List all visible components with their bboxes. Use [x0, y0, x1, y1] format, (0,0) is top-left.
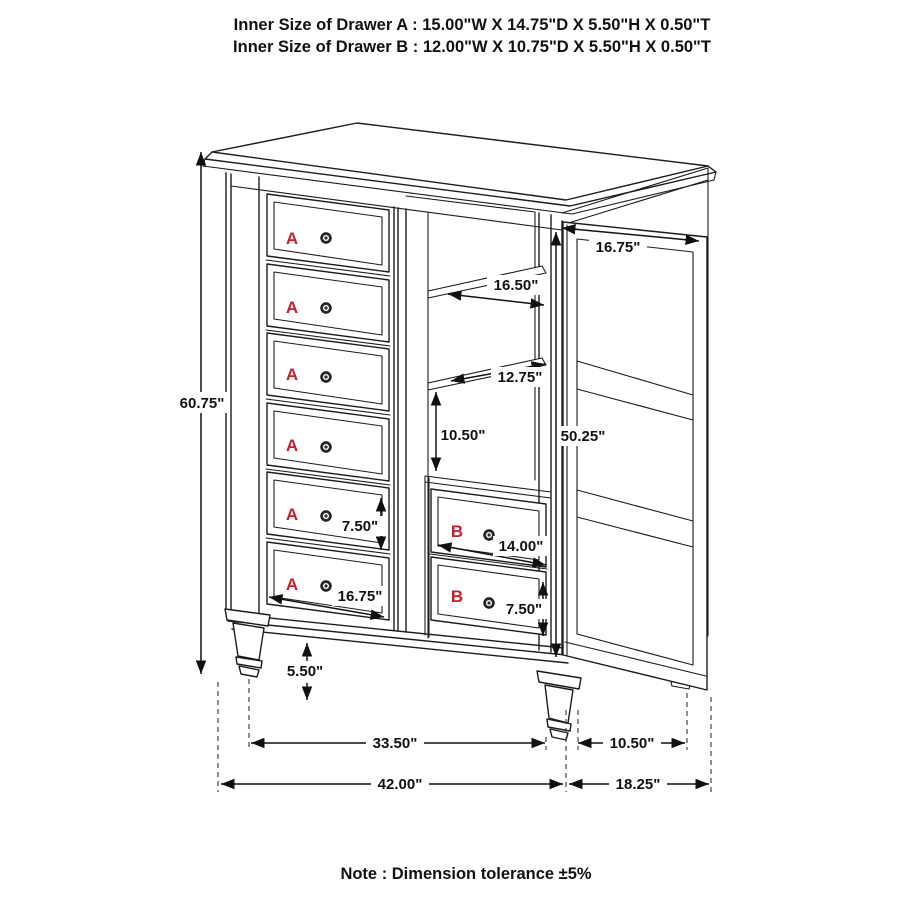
dim-shelf-upper-arrow	[448, 294, 544, 305]
drawer-b-label: B	[450, 587, 464, 606]
cabinet-top	[212, 123, 708, 200]
dim-door-height-label: 50.25"	[560, 428, 606, 445]
drawer-a-label: A	[285, 365, 299, 384]
drawer-knob	[484, 530, 494, 540]
drawer-column-a	[266, 194, 390, 620]
drawer-a-label: A	[285, 505, 299, 524]
drawer-knob	[321, 581, 331, 591]
dim-overall-height-label: 60.75"	[179, 395, 225, 412]
drawer-knob	[321, 233, 331, 243]
dim-door-width-label: 16.75"	[595, 239, 641, 256]
drawer-a-label: A	[285, 229, 299, 248]
leg-front-left	[225, 609, 270, 677]
drawer-a-label: A	[285, 298, 299, 317]
dim-drawer-a-height-label: 7.50"	[341, 518, 379, 535]
dim-shelf-lower-label: 12.75"	[497, 369, 543, 386]
dim-door-clearance-label: 10.50"	[609, 735, 655, 752]
tolerance-note: Note : Dimension tolerance ±5%	[340, 865, 592, 883]
dim-side-depth-label: 18.25"	[615, 776, 661, 793]
dim-drawer-b-height-label: 7.50"	[505, 601, 543, 618]
dim-drawer-a-width-label: 16.75"	[337, 588, 383, 605]
dim-overall-width-label: 42.00"	[377, 776, 423, 793]
dim-leg-height-label: 5.50"	[286, 663, 324, 680]
drawer-knob	[321, 511, 331, 521]
drawer-b-label: B	[450, 522, 464, 541]
inner-size-drawer-a-title: Inner Size of Drawer A : 15.00"W X 14.75"D X 5.50"H X 0.50"T	[233, 16, 711, 34]
dim-drawer-b-width-label: 14.00"	[498, 538, 544, 555]
left-stile	[226, 173, 259, 616]
inner-size-drawer-b-title: Inner Size of Drawer B : 12.00"W X 10.75"D X 5.50"H X 0.50"T	[233, 38, 711, 56]
drawer-knob	[484, 598, 494, 608]
door-panel	[560, 222, 707, 690]
drawer-knob	[321, 303, 331, 313]
drawer-a-label: A	[285, 575, 299, 594]
center-divider	[394, 207, 406, 632]
dim-shelf-upper-label: 16.50"	[493, 277, 539, 294]
drawer-a-label: A	[285, 436, 299, 455]
open-door	[560, 222, 707, 690]
dim-leg-span-label: 33.50"	[372, 735, 418, 752]
drawer-knob	[321, 372, 331, 382]
drawer-knob	[321, 442, 331, 452]
dim-shelf-opening-label: 10.50"	[440, 427, 486, 444]
leg-front-right	[537, 671, 581, 740]
